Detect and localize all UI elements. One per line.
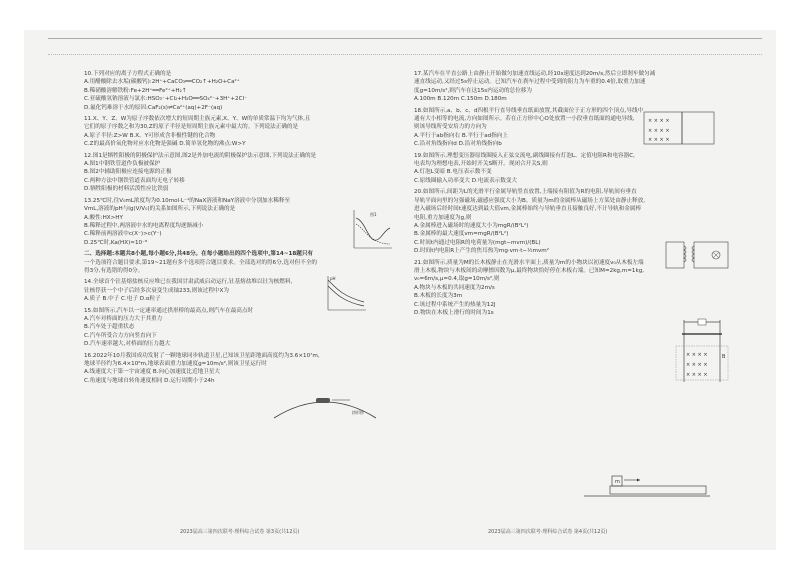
question-11 [84,115,414,149]
question-text: 15.如图所示,汽车以一定速率通过拱形桥的最高点,则汽车在最高点时 [84,307,254,314]
svg-text:× × × ×: × × × × [648,128,670,134]
svg-text:× × × ×: × × × × [686,372,708,378]
option-a: A.金属棒进入磁场时的速度大小为mgR/(B²L²) [414,222,529,229]
question-17 [414,70,744,104]
option-b: B.金属棒的最大速度vm=mgR/(B²L²) [414,231,509,238]
question-text: 则该导线所受安培力的方向为 [414,124,487,131]
option-d: D.汽车速率越大,对桥面的压力越大 [84,341,171,348]
question-text: 导轨平面向里的匀强磁场,磁感应强度大小为B。质量为m的金属棒从磁场上方某处由静止释放, [414,197,646,204]
question-text: 电表均为理想电表,开始时开关S断开。现闭合开关S,则 [414,161,548,168]
q20-figure [670,318,734,384]
options-ab: A.线速度大于第一宇宙速度 B.向心加速度比近地卫星大 [84,369,220,376]
field-label: B [722,354,726,360]
option-d: D.物块在木板上滑行的时间为1s [414,309,494,316]
question-10 [84,70,414,112]
question-text: 19.如图所示,理想变压器原线圈接入正弦交流电,副线圈接有灯泡L、定值电阻R和电容器C, [414,152,635,159]
q18-figure [638,108,720,148]
q13-figure [322,274,368,314]
svg-text:× × × ×: × × × × [648,118,670,124]
option-c: C.两种方法中钢铁管道表面均无电子转移 [84,177,185,184]
figure-label: 拱形桥 [352,410,364,415]
question-12 [84,152,414,194]
option-a: A.汽车对桥面的压力大于其重力 [84,315,163,322]
svg-text:× × × ×: × × × × [686,352,708,358]
options-ab: A.原子半径:Z>W B.X、Y可形成含非极性键的化合物 [84,132,216,139]
options-cd: C.角速度与地球自转角速度相同 D.运行周期小于24h [84,377,215,384]
question-text: v₀=6m/s,μ=0.4,取g=10m/s²,则 [414,276,500,283]
q21-figure [580,470,714,500]
question-text: 10.下列对应的离子方程式正确的是 [84,71,172,77]
option-d: D.氟化钙难溶于水的原因:CaF₂(s)⇌Ca²⁺(aq)+2F⁻(aq) [84,104,223,111]
section-2-instructions [84,250,414,275]
option-c: C.亚硫酸氢钠溶液与氯水:HSO₃⁻+Cl₂+H₂O══SO₄²⁻+3H⁺+2Cl⁻ [84,96,247,103]
options: A.质子 B.中子 C.电子 D.α粒子 [84,296,161,303]
option-c: C.汽车所受合力方向竖直向下 [84,332,157,339]
page-footer-right: 2023届高三第四次联考·理科综合试卷 第4页(共12页) [488,529,608,535]
option-c: C.该过程中系统产生的热量为12J [414,301,496,308]
question-text: 21.如图所示,质量为M的长木板静止在光滑水平面上,质量为m的小物块以初速度v₀从木板左端 [414,259,644,266]
instruction-text: 一个选项符合题目要求,第19~21题有多个选项符合题目要求。全部选对的得6分,选对但不全的 [84,259,318,266]
option-b: B.稀释过程中,两溶液中水的电离程度均逐渐减小 [84,222,204,229]
option-c: C.稀释前两溶液中c(X⁻)>c(Y⁻) [84,231,162,238]
question-text: 它们的原子序数之和为30,Z的原子半径是短周期主族元素中最大的。下列说法正确的是 [84,124,299,131]
svg-text:× × × ×: × × × × [648,137,670,143]
options-cd: C.沿对角线指向d D.沿对角线指向b [414,141,502,148]
options-ab: A.平行于ab指向右 B.平行于ad指向上 [414,132,508,139]
question-text: 度g=10m/s²,则汽车在这15s内运动的总位移为 [414,87,532,94]
question-text: 11.X、Y、Z、W为原子序数依次增大的短周期主族元素,X、Y、W的单质常温下均为气体,且 [84,116,311,123]
section-heading: 二、选择题:本题共8小题,每小题6分,共48分。在每小题给出的四个选项中,第14~18题只有 [84,251,314,258]
axis-label-ph: pH [330,276,336,281]
question-text: 17.某汽车在平直公路上由静止开始做匀加速直线运动,经10s速度达到20m/s,然后立即刹车做匀减 [414,71,656,77]
question-text: 14.全球首个钍基熔盐核反应堆已在我国甘肃武威启动运行,钍基熔盐堆以钍为核燃料, [84,279,293,286]
question-text: 16.2022年10月我国成功发射了一颗地球同步轨道卫星,已知该卫星距地面高度约为3.6×10⁷m, [84,352,320,359]
block-label: m [615,479,620,485]
option-d: D.时间t内电阻R上产生的焦耳热为mg·vm·t−½mvm² [414,248,549,255]
option-b: B.汽车处于超重状态 [84,324,135,331]
option-b: B.图2中辅助阳极应连接电源的正极 [84,169,172,176]
options: A.100m B.120m C.150m D.180m [414,96,507,103]
dotted-rule [48,54,762,57]
q19-figure [660,236,732,276]
figure-label: 图1 [370,212,377,217]
page-footer-left: 2023届高三第四次联考·理科综合试卷 第3页(共12页) [180,529,300,535]
question-text: VmL,溶液的pH与lg(V/V₀)的关系如图所示,下列说法正确的是 [84,206,236,213]
question-text: 滑上木板,物块与木板间的动摩擦因数为μ,最终物块恰好停在木板右端。已知M=2kg,m=1kg, [414,267,645,274]
question-text: 钍核俘获一个中子后经多次衰变生成铀233,则该过程中X为 [84,287,229,294]
header-rule [48,38,762,39]
option-a: A.用醋酸除去水垢(碳酸钙):2H⁺+CaCO₃══CO₂↑+H₂O+Ca²⁺ [84,79,240,86]
options-cd: C.Z的最高价氧化物对应水化物是强碱 D.简单氢化物的沸点:W>Y [84,141,246,148]
question-text: 12.图1是牺牲阳极的阴极保护法示意图,图2是外加电流的阴极保护法示意图,下列说法正确的是 [84,152,317,159]
question-text: 进入磁场后经时间t速度达到最大值vm,金属棒始终与导轨垂直且接触良好,不计导轨和金属棒 [414,206,642,213]
question-text: 通有大小相等的电流,方向如图所示。若在正方形中心O处放置一小段垂直纸面的通电导线, [414,116,635,123]
option-a: A.酸性:HX>HY [84,214,123,221]
svg-text:× × × ×: × × × × [686,362,708,368]
question-16 [84,352,414,386]
question-text: 13.25℃时,往V₀mL浓度均为0.10mol·L⁻¹的NaX溶液和NaY溶液中分别加水稀释至 [84,197,291,204]
question-19 [414,152,744,186]
option-a: A.图1中钢铁管道作负极被保护 [84,161,161,168]
option-d: D.牺牲阳极的材料活泼性应比铁弱 [84,186,169,193]
top-margin [0,0,794,16]
question-text: 地球半径约为6.4×10⁶m,地球表面重力加速度g=10m/s²,则该卫星运行时 [84,361,267,367]
options-cd: C.原线圈输入功率变大 D.电流表示数变大 [414,177,518,184]
option-c: C.时间t内通过电阻R的电荷量为(mgt−mvm)/(BL) [414,239,541,246]
option-d: D.25℃时,Ka(HX)≈10⁻⁸ [84,239,148,246]
options-ab: A.灯泡L变暗 B.电压表示数不变 [414,169,492,176]
car-icon [316,398,330,403]
q12-figure [350,208,394,252]
option-b: B.稀硝酸溶解铁粉:Fe+2H⁺══Fe²⁺+H₂↑ [84,87,187,94]
question-text: 20.如图所示,间距为L的光滑平行金属导轨竖直放置,上端接有阻值为R的电阻,导轨间有垂直 [414,189,637,196]
question-text: 速直线运动,又经过5s停止运动。已知汽车在刹车过程中受到的阻力为车重的0.4倍,取重力加速 [414,79,646,86]
question-text: 电阻,重力加速度为g,则 [414,214,472,221]
question-text: 18.如图所示,a、b、c、d四根平行直导线垂直纸面放置,其截面位于正方形的四个顶点,导线中 [414,107,644,114]
instruction-text: 得3分,有选错的得0分。 [84,267,144,274]
option-a: A.物块与木板的共同速度为2m/s [414,284,495,291]
option-b: B.木板的长度为3m [414,293,463,300]
q15-figure [272,392,378,420]
